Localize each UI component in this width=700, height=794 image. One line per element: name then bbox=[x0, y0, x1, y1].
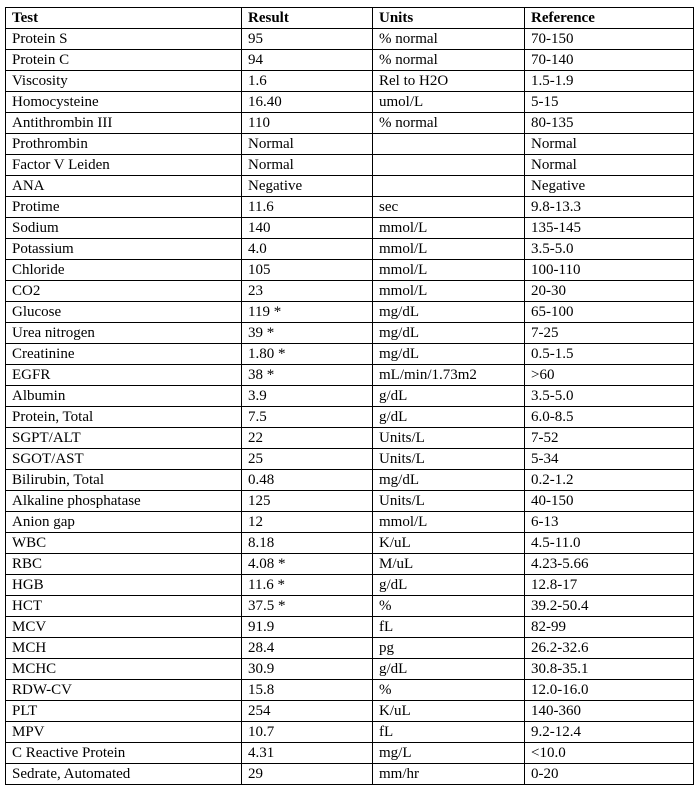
cell-result: 91.9 bbox=[242, 617, 373, 638]
cell-result: 16.40 bbox=[242, 92, 373, 113]
table-row bbox=[6, 239, 694, 260]
cell-reference: 4.23-5.66 bbox=[525, 554, 694, 575]
cell-reference: 39.2-50.4 bbox=[525, 596, 694, 617]
cell-units: K/uL bbox=[373, 701, 525, 722]
cell-result: 37.5 * bbox=[242, 596, 373, 617]
table-row bbox=[6, 113, 694, 134]
cell-result: 105 bbox=[242, 260, 373, 281]
cell-test: Alkaline phosphatase bbox=[6, 491, 242, 512]
cell-test: PLT bbox=[6, 701, 242, 722]
cell-result: 254 bbox=[242, 701, 373, 722]
cell-test: MCV bbox=[6, 617, 242, 638]
cell-reference: 6-13 bbox=[525, 512, 694, 533]
cell-test: CO2 bbox=[6, 281, 242, 302]
cell-reference: 9.2-12.4 bbox=[525, 722, 694, 743]
cell-result: 39 * bbox=[242, 323, 373, 344]
cell-units bbox=[373, 134, 525, 155]
cell-test: Viscosity bbox=[6, 71, 242, 92]
cell-test: C Reactive Protein bbox=[6, 743, 242, 764]
table-row bbox=[6, 449, 694, 470]
cell-result: 125 bbox=[242, 491, 373, 512]
cell-result: 4.08 * bbox=[242, 554, 373, 575]
cell-test: Homocysteine bbox=[6, 92, 242, 113]
cell-reference: 9.8-13.3 bbox=[525, 197, 694, 218]
cell-units: mmol/L bbox=[373, 239, 525, 260]
cell-test: Protime bbox=[6, 197, 242, 218]
cell-result: 0.48 bbox=[242, 470, 373, 491]
table-row bbox=[6, 323, 694, 344]
header-units: Units bbox=[373, 8, 525, 29]
cell-units: M/uL bbox=[373, 554, 525, 575]
cell-result: 11.6 * bbox=[242, 575, 373, 596]
cell-units: pg bbox=[373, 638, 525, 659]
cell-units: K/uL bbox=[373, 533, 525, 554]
cell-test: Protein S bbox=[6, 29, 242, 50]
lab-results-table bbox=[5, 7, 694, 785]
cell-reference: Normal bbox=[525, 134, 694, 155]
table-row bbox=[6, 155, 694, 176]
cell-result: Negative bbox=[242, 176, 373, 197]
cell-units: Units/L bbox=[373, 428, 525, 449]
table-row bbox=[6, 218, 694, 239]
cell-test: Antithrombin III bbox=[6, 113, 242, 134]
cell-reference: 30.8-35.1 bbox=[525, 659, 694, 680]
cell-test: HCT bbox=[6, 596, 242, 617]
cell-reference: 80-135 bbox=[525, 113, 694, 134]
cell-units: g/dL bbox=[373, 407, 525, 428]
cell-units: % normal bbox=[373, 113, 525, 134]
cell-reference: 3.5-5.0 bbox=[525, 386, 694, 407]
cell-test: Urea nitrogen bbox=[6, 323, 242, 344]
cell-test: Albumin bbox=[6, 386, 242, 407]
table-row bbox=[6, 281, 694, 302]
cell-result: 11.6 bbox=[242, 197, 373, 218]
cell-result: 25 bbox=[242, 449, 373, 470]
cell-result: 4.31 bbox=[242, 743, 373, 764]
cell-result: 140 bbox=[242, 218, 373, 239]
table-row bbox=[6, 197, 694, 218]
cell-test: Sedrate, Automated bbox=[6, 764, 242, 785]
table-row bbox=[6, 659, 694, 680]
cell-reference: 5-34 bbox=[525, 449, 694, 470]
cell-result: 1.6 bbox=[242, 71, 373, 92]
cell-units: fL bbox=[373, 722, 525, 743]
table-row bbox=[6, 407, 694, 428]
table-row bbox=[6, 764, 694, 785]
table-row bbox=[6, 260, 694, 281]
cell-test: HGB bbox=[6, 575, 242, 596]
cell-result: 7.5 bbox=[242, 407, 373, 428]
table-row bbox=[6, 71, 694, 92]
cell-test: RDW-CV bbox=[6, 680, 242, 701]
cell-units: % bbox=[373, 680, 525, 701]
cell-reference: 100-110 bbox=[525, 260, 694, 281]
table-row bbox=[6, 365, 694, 386]
table-row bbox=[6, 176, 694, 197]
cell-result: 28.4 bbox=[242, 638, 373, 659]
cell-reference: 4.5-11.0 bbox=[525, 533, 694, 554]
cell-test: Sodium bbox=[6, 218, 242, 239]
cell-result: Normal bbox=[242, 155, 373, 176]
cell-units: mg/dL bbox=[373, 344, 525, 365]
cell-result: 30.9 bbox=[242, 659, 373, 680]
cell-test: RBC bbox=[6, 554, 242, 575]
cell-reference: 5-15 bbox=[525, 92, 694, 113]
table-row bbox=[6, 470, 694, 491]
header-result: Result bbox=[242, 8, 373, 29]
table-row bbox=[6, 50, 694, 71]
table-row bbox=[6, 428, 694, 449]
cell-reference: 6.0-8.5 bbox=[525, 407, 694, 428]
cell-test: MCHC bbox=[6, 659, 242, 680]
cell-units: g/dL bbox=[373, 575, 525, 596]
header-reference: Reference bbox=[525, 8, 694, 29]
cell-test: MCH bbox=[6, 638, 242, 659]
cell-reference: 20-30 bbox=[525, 281, 694, 302]
cell-result: 95 bbox=[242, 29, 373, 50]
cell-test: Creatinine bbox=[6, 344, 242, 365]
cell-units: % bbox=[373, 596, 525, 617]
table-row bbox=[6, 92, 694, 113]
cell-units: mmol/L bbox=[373, 512, 525, 533]
cell-reference: 7-25 bbox=[525, 323, 694, 344]
cell-units bbox=[373, 155, 525, 176]
table-row bbox=[6, 701, 694, 722]
cell-test: Chloride bbox=[6, 260, 242, 281]
table-row bbox=[6, 596, 694, 617]
table-row bbox=[6, 743, 694, 764]
cell-test: Bilirubin, Total bbox=[6, 470, 242, 491]
cell-units: mm/hr bbox=[373, 764, 525, 785]
table-row bbox=[6, 29, 694, 50]
cell-units: mmol/L bbox=[373, 281, 525, 302]
cell-units: Units/L bbox=[373, 449, 525, 470]
cell-result: 22 bbox=[242, 428, 373, 449]
cell-units: mg/dL bbox=[373, 323, 525, 344]
cell-test: Prothrombin bbox=[6, 134, 242, 155]
cell-reference: 7-52 bbox=[525, 428, 694, 449]
cell-units bbox=[373, 176, 525, 197]
cell-units: % normal bbox=[373, 29, 525, 50]
cell-test: Potassium bbox=[6, 239, 242, 260]
cell-units: mg/dL bbox=[373, 302, 525, 323]
cell-reference: <10.0 bbox=[525, 743, 694, 764]
cell-test: EGFR bbox=[6, 365, 242, 386]
cell-reference: 26.2-32.6 bbox=[525, 638, 694, 659]
cell-units: fL bbox=[373, 617, 525, 638]
cell-test: MPV bbox=[6, 722, 242, 743]
cell-units: mL/min/1.73m2 bbox=[373, 365, 525, 386]
table-row bbox=[6, 386, 694, 407]
table-row bbox=[6, 638, 694, 659]
cell-reference: 0-20 bbox=[525, 764, 694, 785]
cell-reference: Negative bbox=[525, 176, 694, 197]
cell-reference: 40-150 bbox=[525, 491, 694, 512]
cell-test: SGOT/AST bbox=[6, 449, 242, 470]
cell-units: mmol/L bbox=[373, 260, 525, 281]
cell-units: g/dL bbox=[373, 386, 525, 407]
table-row bbox=[6, 680, 694, 701]
cell-units: Rel to H2O bbox=[373, 71, 525, 92]
cell-result: 3.9 bbox=[242, 386, 373, 407]
cell-result: 119 * bbox=[242, 302, 373, 323]
table-row bbox=[6, 512, 694, 533]
table-row bbox=[6, 575, 694, 596]
cell-result: Normal bbox=[242, 134, 373, 155]
cell-reference: >60 bbox=[525, 365, 694, 386]
cell-test: Glucose bbox=[6, 302, 242, 323]
cell-units: mg/dL bbox=[373, 470, 525, 491]
cell-units: % normal bbox=[373, 50, 525, 71]
cell-reference: 12.0-16.0 bbox=[525, 680, 694, 701]
cell-result: 110 bbox=[242, 113, 373, 134]
table-row bbox=[6, 344, 694, 365]
cell-test: Protein, Total bbox=[6, 407, 242, 428]
cell-reference: 65-100 bbox=[525, 302, 694, 323]
cell-test: SGPT/ALT bbox=[6, 428, 242, 449]
table-row bbox=[6, 302, 694, 323]
lab-results-body bbox=[6, 29, 694, 785]
cell-units: Units/L bbox=[373, 491, 525, 512]
cell-result: 94 bbox=[242, 50, 373, 71]
table-row bbox=[6, 533, 694, 554]
cell-result: 8.18 bbox=[242, 533, 373, 554]
cell-result: 29 bbox=[242, 764, 373, 785]
table-row bbox=[6, 491, 694, 512]
cell-units: mg/L bbox=[373, 743, 525, 764]
table-row bbox=[6, 722, 694, 743]
cell-result: 1.80 * bbox=[242, 344, 373, 365]
cell-test: ANA bbox=[6, 176, 242, 197]
cell-reference: 70-140 bbox=[525, 50, 694, 71]
cell-reference: 0.2-1.2 bbox=[525, 470, 694, 491]
cell-units: sec bbox=[373, 197, 525, 218]
cell-test: Anion gap bbox=[6, 512, 242, 533]
cell-reference: 1.5-1.9 bbox=[525, 71, 694, 92]
cell-reference: Normal bbox=[525, 155, 694, 176]
table-row bbox=[6, 554, 694, 575]
cell-units: mmol/L bbox=[373, 218, 525, 239]
cell-units: g/dL bbox=[373, 659, 525, 680]
cell-test: Protein C bbox=[6, 50, 242, 71]
header-test: Test bbox=[6, 8, 242, 29]
cell-reference: 12.8-17 bbox=[525, 575, 694, 596]
header-row bbox=[6, 8, 694, 29]
cell-result: 15.8 bbox=[242, 680, 373, 701]
table-row bbox=[6, 617, 694, 638]
cell-units: umol/L bbox=[373, 92, 525, 113]
cell-reference: 3.5-5.0 bbox=[525, 239, 694, 260]
table-row bbox=[6, 134, 694, 155]
cell-test: WBC bbox=[6, 533, 242, 554]
cell-reference: 135-145 bbox=[525, 218, 694, 239]
cell-reference: 140-360 bbox=[525, 701, 694, 722]
cell-result: 12 bbox=[242, 512, 373, 533]
cell-reference: 82-99 bbox=[525, 617, 694, 638]
cell-test: Factor V Leiden bbox=[6, 155, 242, 176]
cell-reference: 70-150 bbox=[525, 29, 694, 50]
cell-result: 10.7 bbox=[242, 722, 373, 743]
cell-reference: 0.5-1.5 bbox=[525, 344, 694, 365]
cell-result: 4.0 bbox=[242, 239, 373, 260]
cell-result: 38 * bbox=[242, 365, 373, 386]
cell-result: 23 bbox=[242, 281, 373, 302]
